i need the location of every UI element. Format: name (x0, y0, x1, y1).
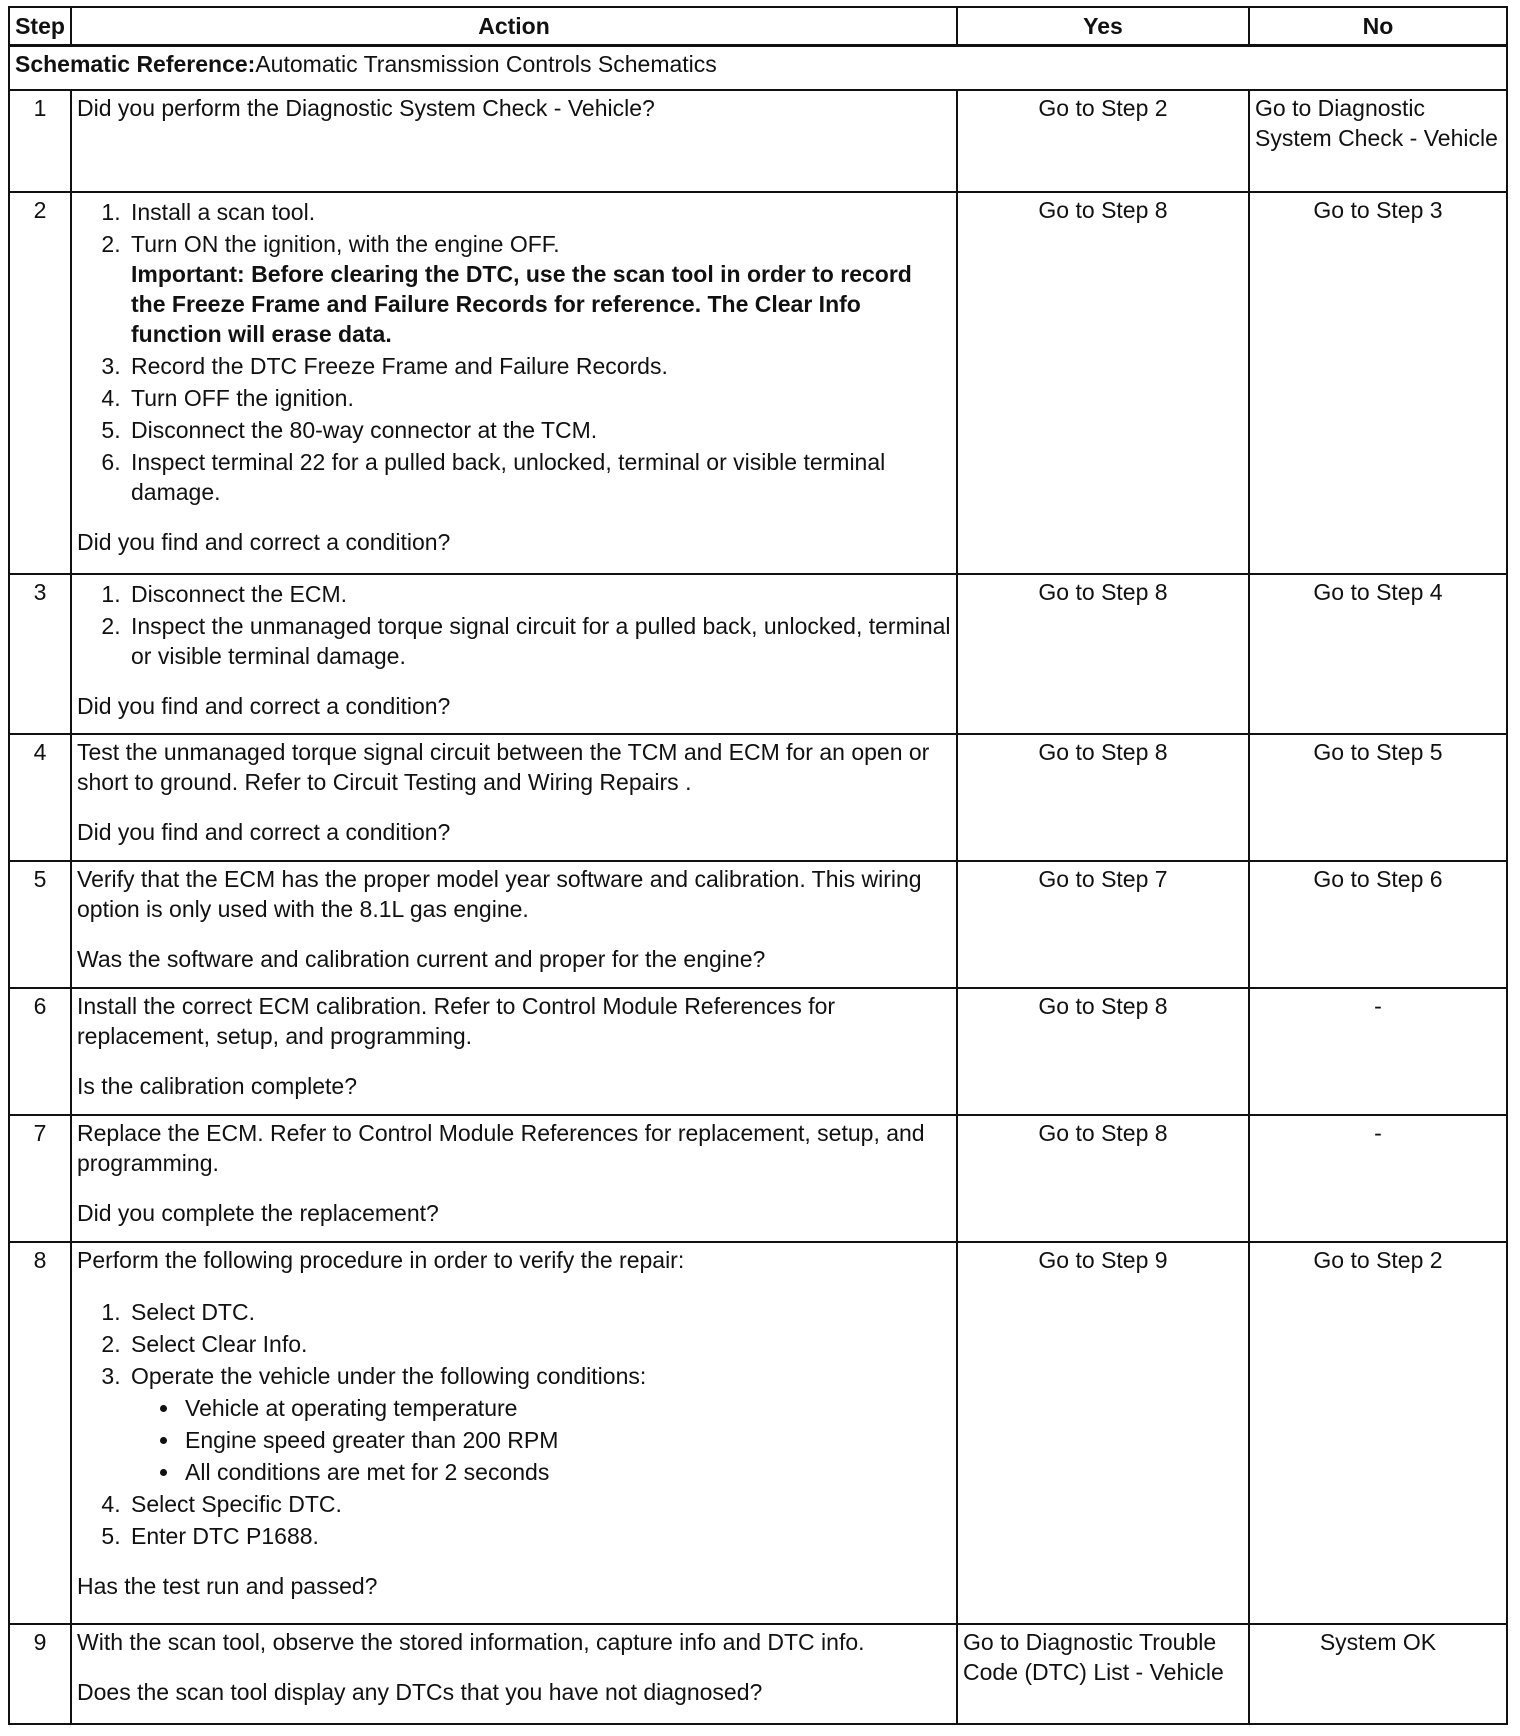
schematic-row (9, 46, 1507, 91)
instruction-item: 5. Enter DTC P1688. (127, 1521, 951, 1551)
step-number: 7 (9, 1115, 71, 1242)
action-text: Test the unmanaged torque signal circuit between the TCM and ECM for an open or short to ground. Refer to Circuit Testing and Wiring Repairs . (77, 739, 930, 795)
no-result: System OK (1249, 1624, 1507, 1724)
action-text: Did you perform the Diagnostic System Check - Vehicle? (71, 90, 957, 192)
instruction-item: 1. Disconnect the ECM. (127, 579, 951, 609)
no-result: Go to Step 3 (1249, 192, 1507, 574)
condition-item: • Engine speed greater than 200 RPM (181, 1425, 951, 1455)
action-cell (71, 1115, 957, 1242)
step-number: 8 (9, 1242, 71, 1624)
question-text: Has the test run and passed? (77, 1573, 378, 1599)
no-result: Go to Step 5 (1249, 734, 1507, 861)
step-number: 1 (9, 90, 71, 192)
yes-result: Go to Step 9 (957, 1242, 1249, 1624)
schematic-reference: Automatic Transmission Controls Schematics (255, 51, 717, 77)
action-cell (71, 988, 957, 1115)
instruction-item: 4. Select Specific DTC. (127, 1489, 951, 1519)
yes-result: Go to Step 8 (957, 574, 1249, 734)
action-text: Replace the ECM. Refer to Control Module References for replacement, setup, and programming. (77, 1120, 925, 1176)
instruction-item: 2. Select Clear Info. (127, 1329, 951, 1359)
header-yes: Yes (957, 7, 1249, 46)
action-text: Verify that the ECM has the proper model year software and calibration. This wiring option is only used with the 8.1L gas engine. (77, 866, 922, 922)
instruction-item: 3. Record the DTC Freeze Frame and Failure Records. (127, 351, 951, 381)
header-action: Action (71, 7, 957, 46)
step-row (9, 988, 1507, 1115)
instruction-item: 5. Disconnect the 80-way connector at the TCM. (127, 415, 951, 445)
instruction-item: 2. Inspect the unmanaged torque signal circuit for a pulled back, unlocked, terminal or visible terminal damage. (127, 611, 951, 671)
action-cell (71, 574, 957, 734)
action-cell (71, 192, 957, 574)
yes-result: Go to Step 2 (957, 90, 1249, 192)
question-text: Did you find and correct a condition? (77, 819, 451, 845)
step-row (9, 192, 1507, 574)
instruction-item: 1. Install a scan tool. (127, 197, 951, 227)
step-number: 2 (9, 192, 71, 574)
schematic-label: Schematic Reference: (15, 51, 256, 77)
instruction-item: 2. Turn ON the ignition, with the engine OFF. Important: Before clearing the DTC, use the scan tool in order to record the Freeze Frame and Failure Records for reference. The Clear Info function will erase data. (127, 229, 951, 349)
question-text: Did you complete the replacement? (77, 1200, 439, 1226)
header-row (9, 7, 1507, 46)
action-cell (71, 1624, 957, 1724)
yes-result: Go to Step 8 (957, 1115, 1249, 1242)
step-row (9, 1624, 1507, 1724)
no-result: Go to Diagnostic System Check - Vehicle (1249, 90, 1507, 192)
step-row (9, 1242, 1507, 1624)
action-cell (71, 861, 957, 988)
yes-result: Go to Step 8 (957, 192, 1249, 574)
instruction-list (77, 579, 951, 671)
no-result: Go to Step 6 (1249, 861, 1507, 988)
action-text: Install the correct ECM calibration. Refer to Control Module References for replacement, setup, and programming. (77, 993, 836, 1049)
no-result: Go to Step 4 (1249, 574, 1507, 734)
step-number: 5 (9, 861, 71, 988)
yes-result: Go to Step 8 (957, 988, 1249, 1115)
no-result: - (1249, 1115, 1507, 1242)
step-number: 6 (9, 988, 71, 1115)
question-text: Does the scan tool display any DTCs that you have not diagnosed? (77, 1679, 763, 1705)
question-text: Was the software and calibration current and proper for the engine? (77, 946, 766, 972)
condition-list (131, 1393, 951, 1487)
no-result: Go to Step 2 (1249, 1242, 1507, 1624)
instruction-item: 4. Turn OFF the ignition. (127, 383, 951, 413)
condition-item: • All conditions are met for 2 seconds (181, 1457, 951, 1487)
action-text: Perform the following procedure in order to verify the repair: (77, 1247, 685, 1273)
header-step: Step (9, 7, 71, 46)
step-number: 3 (9, 574, 71, 734)
instruction-item: 1. Select DTC. (127, 1297, 951, 1327)
step-row (9, 574, 1507, 734)
instruction-list (77, 1297, 951, 1551)
question-text: Is the calibration complete? (77, 1073, 357, 1099)
step-row (9, 1115, 1507, 1242)
instruction-item: 6. Inspect terminal 22 for a pulled back, unlocked, terminal or visible terminal damage. (127, 447, 951, 507)
action-cell (71, 1242, 957, 1624)
header-no: No (1249, 7, 1507, 46)
yes-result: Go to Step 7 (957, 861, 1249, 988)
no-result: - (1249, 988, 1507, 1115)
action-text: With the scan tool, observe the stored information, capture info and DTC info. (77, 1629, 865, 1655)
condition-item: • Vehicle at operating temperature (181, 1393, 951, 1423)
instruction-list (77, 197, 951, 507)
question-text: Did you find and correct a condition? (77, 693, 451, 719)
yes-result: Go to Step 8 (957, 734, 1249, 861)
yes-result: Go to Diagnostic Trouble Code (DTC) List - Vehicle (957, 1624, 1249, 1724)
important-note: Important: Before clearing the DTC, use the scan tool in order to record the Freeze Frame and Failure Records for reference. The Clear Info function will erase data. (131, 261, 912, 347)
diagnostic-table (8, 6, 1508, 1725)
action-cell (71, 734, 957, 861)
instruction-item: 3. Operate the vehicle under the following conditions: • Vehicle at operating temperature • Engine speed greater than 200 RPM • All conditions are met for 2 seconds (127, 1361, 951, 1487)
step-row (9, 861, 1507, 988)
step-number: 4 (9, 734, 71, 861)
question-text: Did you find and correct a condition? (77, 529, 451, 555)
step-number: 9 (9, 1624, 71, 1724)
step-row (9, 90, 1507, 192)
step-row (9, 734, 1507, 861)
